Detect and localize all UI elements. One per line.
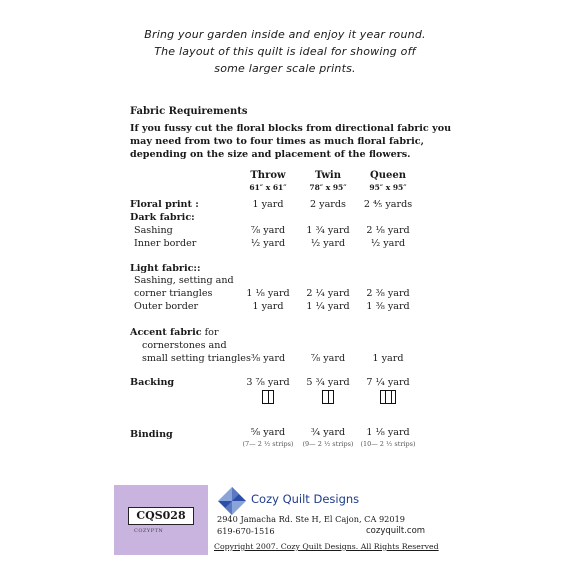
label-accent-for: for [201, 327, 219, 338]
binding-strips-throw: (7— 2 ½ strips) [242, 440, 294, 448]
website: cozyquilt.com [366, 526, 426, 536]
pattern-back-page [114, 8, 456, 556]
section-title: Fabric Requirements [130, 106, 248, 117]
accent-throw: ⅜ yard [250, 353, 286, 364]
label-floral: Floral print : [130, 199, 199, 210]
note-line-1: If you fussy cut the floral blocks from directional fabric you [130, 123, 452, 134]
binding-queen: 1 ⅛ yard [366, 427, 410, 438]
col-dims-twin: 78″ x 95″ [309, 183, 347, 192]
binding-twin: ¾ yard [310, 427, 346, 438]
label-binding: Binding [130, 429, 173, 440]
binding-strips-twin: (9— 2 ½ strips) [302, 440, 354, 448]
binding-throw: ⅝ yard [250, 427, 286, 438]
binding-strips-queen: (10— 2 ½ strips) [360, 440, 416, 448]
floral-twin: 2 yards [310, 199, 346, 210]
backing-twin: 5 ¾ yard [306, 377, 350, 388]
col-header-twin: Twin [314, 170, 342, 181]
label-accent-2: small setting triangles [142, 353, 251, 364]
note-line-2: may need from two to four times as much floral fabric, [130, 136, 424, 147]
label-accent: Accent fabric [130, 327, 202, 338]
label-light: Light fabric:: [130, 263, 201, 274]
label-dark: Dark fabric: [130, 212, 195, 223]
accent-queen: 1 yard [372, 353, 404, 364]
backing-two-panel-icon [262, 390, 274, 404]
col-header-queen: Queen [370, 170, 406, 181]
col-header-throw: Throw [250, 170, 286, 181]
label-sashing: Sashing [134, 225, 173, 236]
sashing-twin: 1 ¾ yard [306, 225, 350, 236]
outer-border-throw: 1 yard [252, 301, 284, 312]
intro-line-3: some larger scale prints. [214, 62, 356, 75]
intro-line-2: The layout of this quilt is ideal for showing off [154, 45, 416, 58]
pattern-code-sub: COZYPTN [134, 528, 164, 534]
intro-line-1: Bring your garden inside and enjoy it year round. [144, 28, 426, 41]
floral-throw: 1 yard [252, 199, 284, 210]
sashing-queen: 2 ⅛ yard [366, 225, 410, 236]
col-dims-queen: 95″ x 95″ [369, 183, 407, 192]
backing-queen: 7 ¼ yard [366, 377, 410, 388]
label-accent-row [130, 327, 219, 338]
label-outer-border: Outer border [134, 301, 199, 312]
backing-two-panel-icon [322, 390, 334, 404]
brand-name: Cozy Quilt Designs [251, 492, 360, 506]
light-throw: 1 ⅛ yard [246, 288, 290, 299]
label-light-1: Sashing, setting and [134, 275, 234, 286]
outer-border-queen: 1 ⅜ yard [366, 301, 410, 312]
pattern-code: CQS028 [128, 507, 194, 525]
inner-border-twin: ½ yard [310, 238, 346, 249]
intro-text [114, 26, 456, 77]
light-twin: 2 ¼ yard [306, 288, 350, 299]
label-light-2: corner triangles [134, 288, 213, 299]
pinwheel-logo-icon [217, 486, 247, 516]
outer-border-twin: 1 ¼ yard [306, 301, 350, 312]
floral-queen: 2 ⅘ yards [363, 199, 413, 210]
backing-throw: 3 ⅞ yard [246, 377, 290, 388]
label-accent-1: cornerstones and [142, 340, 227, 351]
copyright: Copyright 2007. Cozy Quilt Designs. All Rights Reserved [214, 542, 439, 551]
pattern-code-box [114, 485, 208, 555]
label-inner-border: Inner border [134, 238, 197, 249]
inner-border-throw: ½ yard [250, 238, 286, 249]
phone: 619-670-1516 [217, 526, 275, 536]
sashing-throw: ⅞ yard [250, 225, 286, 236]
accent-twin: ⅞ yard [310, 353, 346, 364]
note-line-3: depending on the size and placement of the flowers. [130, 149, 411, 160]
inner-border-queen: ½ yard [370, 238, 406, 249]
address: 2940 Jamacha Rd. Ste H, El Cajon, CA 92019 [217, 514, 406, 524]
col-dims-throw: 61″ x 61″ [249, 183, 287, 192]
backing-three-panel-icon [380, 390, 396, 404]
label-backing: Backing [130, 377, 175, 388]
light-queen: 2 ⅜ yard [366, 288, 410, 299]
fussy-cut-note [130, 122, 452, 161]
